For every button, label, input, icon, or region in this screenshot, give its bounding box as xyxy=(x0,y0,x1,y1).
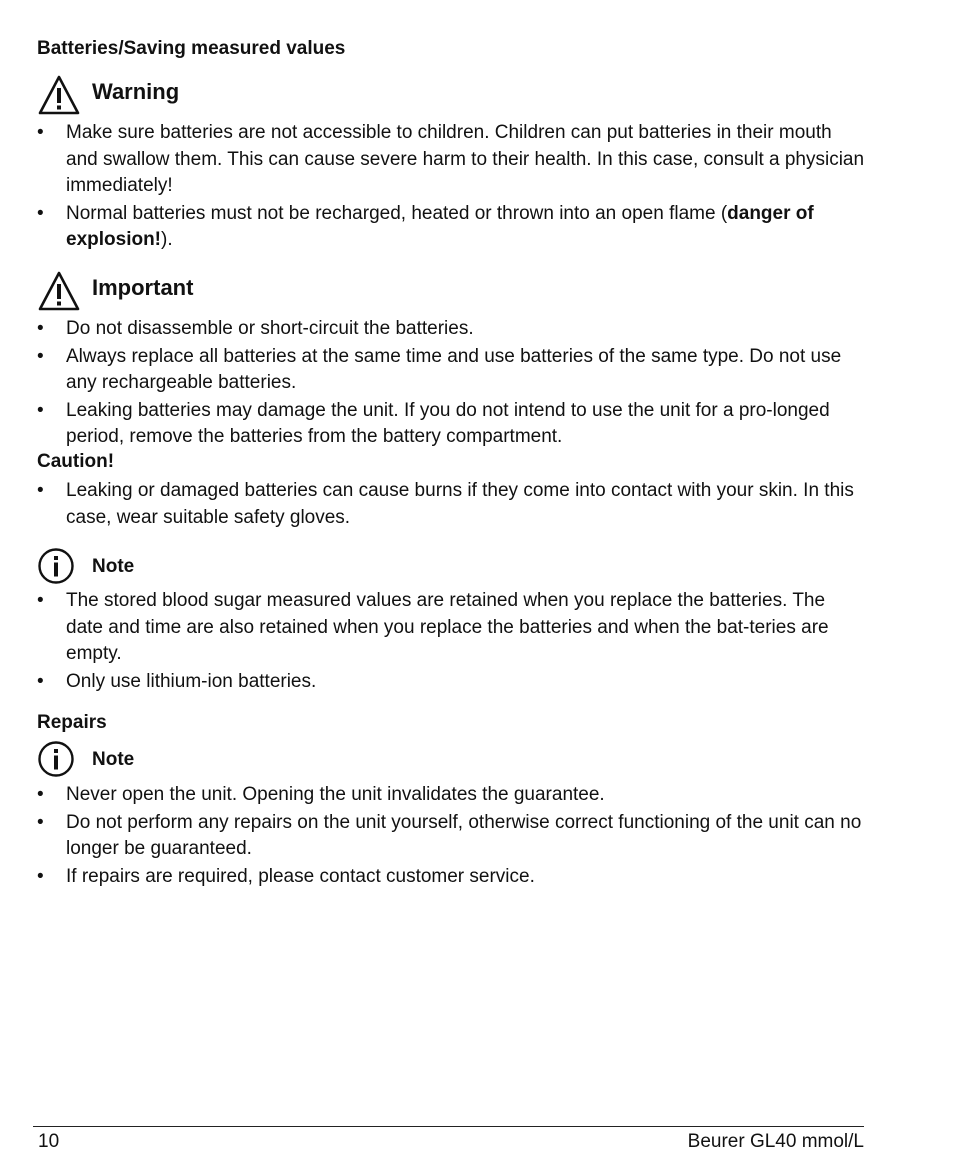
list-item xyxy=(37,344,867,397)
list-item xyxy=(37,864,867,891)
list-item xyxy=(37,669,867,696)
warning-heading xyxy=(37,74,237,118)
list-item-text: The stored blood sugar measured values are retained when you replace the batteries. The date and time are also retained when you replace the batteries and when the bat-teries are empty. xyxy=(66,590,829,664)
list-item xyxy=(37,782,867,809)
note-label: Note xyxy=(92,749,135,770)
list-item xyxy=(37,398,867,451)
list-item-text-end: ). xyxy=(161,229,173,250)
list-item xyxy=(37,810,867,863)
info-icon xyxy=(37,547,75,585)
footer-divider xyxy=(33,1126,864,1127)
list-item xyxy=(37,478,867,531)
note-heading xyxy=(37,740,237,784)
repairs-note-list xyxy=(37,782,867,891)
warning-label: Warning xyxy=(92,79,180,104)
list-item xyxy=(37,201,867,254)
list-item-text: Leaking or damaged batteries can cause burns if they come into contact with your skin. In this case, wear suitable safety gloves. xyxy=(66,480,854,528)
footer-model: Beurer GL40 mmol/L xyxy=(687,1131,864,1152)
list-item-text: Do not perform any repairs on the unit yourself, otherwise correct functioning of the unit can no longer be guaranteed. xyxy=(66,811,862,859)
list-item-text: Do not disassemble or short-circuit the batteries. xyxy=(66,318,474,339)
important-list xyxy=(37,316,867,452)
list-item xyxy=(37,316,867,343)
important-heading xyxy=(37,270,257,314)
list-item-text: Always replace all batteries at the same time and use batteries of the same type. Do not use any rechargeable batteries. xyxy=(66,345,842,393)
list-item-text: Normal batteries must not be recharged, heated or thrown into an open flame ( xyxy=(66,202,728,224)
explosion-emphasis: danger of explosion! xyxy=(66,202,814,250)
important-label: Important xyxy=(92,275,194,300)
list-item xyxy=(37,120,867,200)
caution-label: Caution! xyxy=(37,451,115,472)
warning-triangle-icon xyxy=(37,74,81,116)
list-item-text: Make sure batteries are not accessible to children. Children can put batteries in their mouth and swallow them. This can cause severe harm to their health. In this case, consult a physician immediately! xyxy=(66,122,865,196)
section-title-batteries: Batteries/Saving measured values xyxy=(37,38,346,59)
list-item-text: Only use lithium-ion batteries. xyxy=(66,670,317,692)
info-icon xyxy=(37,740,75,778)
list-item-text: Leaking batteries may damage the unit. If you do not intend to use the unit for a pro-longed period, remove the batteries from the battery compartment. xyxy=(66,399,830,447)
list-item xyxy=(37,588,867,668)
list-item-text: Never open the unit. Opening the unit invalidates the guarantee. xyxy=(66,784,605,805)
note-list xyxy=(37,588,867,696)
warning-triangle-icon xyxy=(37,270,81,312)
note-label: Note xyxy=(92,556,135,577)
warning-list xyxy=(37,120,867,255)
page-number: 10 xyxy=(38,1131,60,1152)
caution-list xyxy=(37,478,867,532)
note-heading xyxy=(37,547,237,591)
list-item-text: If repairs are required, please contact customer service. xyxy=(66,865,535,887)
section-title-repairs: Repairs xyxy=(37,712,107,733)
